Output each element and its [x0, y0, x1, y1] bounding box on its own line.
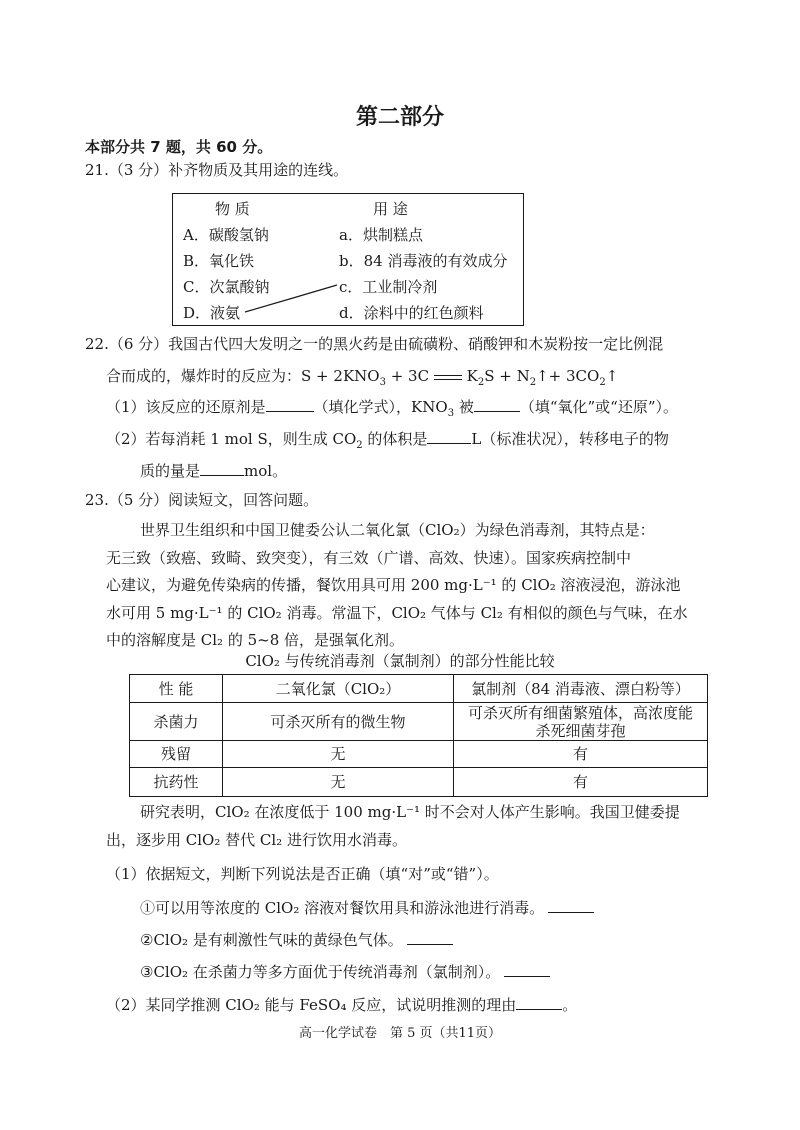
table-header-cell: 二氧化氯（ClO₂） [223, 675, 454, 703]
q22-part1: （1）该反应的还原剂是 （填化学式），$KNO_3$ 被 （填“氧化”或“还原”）。 [106, 398, 679, 419]
table-cell: 无 [223, 741, 454, 768]
q23-table-caption: ClO₂ 与传统消毒剂（氯制剂）的部分性能比较 [245, 652, 555, 670]
q23-para1-line4: 水可用 5 mg·L⁻¹ 的 ClO₂ 消毒。常温下，ClO₂ 气体与 Cl₂ 有相似的颜色与气味，在水 [106, 604, 688, 622]
section-intro: 本部分共 7 题，共 60 分。 [85, 138, 273, 156]
table-header-cell: 性 能 [130, 675, 223, 703]
q23-answer-blank-3[interactable] [504, 962, 550, 977]
q23-para1-line5: 中的溶解度是 Cl₂ 的 5~8 倍，是强氧化剂。 [106, 631, 405, 649]
q21-heading: 21.（3 分）补齐物质及其用途的连线。 [85, 161, 349, 179]
table-cell: 抗药性 [130, 768, 223, 797]
q21-use-c: c．工业制冷剂 [339, 278, 438, 296]
table-row [130, 768, 708, 797]
q21-substance-b: B．氧化铁 [183, 252, 255, 270]
table-cell: 有 [454, 741, 708, 768]
q23-heading: 23.（5 分）阅读短文，回答问题。 [85, 491, 319, 509]
table-cell: 有 [454, 768, 708, 797]
q23-statement-2: ②ClO₂ 是有刺激性气味的黄绿色气体。 [140, 930, 453, 950]
q21-connecting-line [173, 194, 523, 325]
q21-use-b: b．84 消毒液的有效成分 [339, 252, 508, 270]
q23-answer-blank-4[interactable] [516, 995, 562, 1010]
q21-use-d: d．涂料中的红色颜料 [339, 304, 484, 322]
table-header-cell: 氯制剂（84 消毒液、漂白粉等） [454, 675, 708, 703]
q22-equation-line [106, 366, 618, 386]
q21-matching-box [172, 193, 524, 326]
table-cell: 可杀灭所有细菌繁殖体，高浓度能 杀死细菌芽孢 [454, 703, 708, 741]
q22-heading: 22.（6 分）我国古代四大发明之一的黑火药是由硫磺粉、硝酸钾和木炭粉按一定比例混 [85, 335, 664, 353]
q23-para1-line1: 世界卫生组织和中国卫健委公认二氧化氯（ClO₂）为绿色消毒剂，其特点是： [140, 521, 655, 539]
table-cell: 杀菌力 [130, 703, 223, 741]
section-title: 第二部分 [355, 105, 444, 130]
q22-equation-intro: 合而成的，爆炸时的反应为： [106, 367, 302, 385]
q22-equation: $S + 2KNO_3 + 3C$ $K_2S$ + $N_2↑+$ $3CO_2↑$ [301, 367, 619, 388]
q21-use-a: a．烘制糕点 [339, 226, 423, 244]
q22-answer-blank-2[interactable] [474, 397, 520, 412]
q23-comparison-table [129, 674, 708, 797]
table-row [130, 741, 708, 768]
q23-sub2: （2）某同学推测 ClO₂ 能与 FeSO₄ 反应，试说明推测的理由 。 [106, 996, 578, 1014]
q22-answer-blank-3[interactable] [427, 429, 471, 444]
q23-para2-line1: 研究表明，ClO₂ 在浓度低于 100 mg·L⁻¹ 时不会对人体产生影响。我国卫健委提 [140, 803, 680, 821]
table-cell: 残留 [130, 741, 223, 768]
q21-substance-header: 物 质 [215, 200, 250, 218]
q22-answer-blank-1[interactable] [266, 397, 314, 412]
q21-use-header: 用 途 [373, 200, 408, 218]
q23-para1-line2: 无三致（致癌、致畸、致突变），有三效（广谱、高效、快速）。国家疾病控制中 [106, 549, 632, 567]
table-header-row [130, 675, 708, 703]
q23-answer-blank-1[interactable] [548, 898, 594, 913]
q23-para2-line2: 出，逐步用 ClO₂ 替代 Cl₂ 进行饮用水消毒。 [106, 831, 407, 849]
page-footer: 高一化学试卷 第 5 页（共11页） [298, 1026, 502, 1041]
table-cell: 无 [223, 768, 454, 797]
q22-part2-cont: 质的量是 mol。 [140, 462, 288, 480]
q21-substance-a: A．碳酸氢钠 [183, 226, 269, 244]
q21-substance-d: D．液氨 [183, 304, 241, 322]
q23-statement-3: ③ClO₂ 在杀菌力等多方面优于传统消毒剂（氯制剂）。 [140, 962, 550, 982]
q23-answer-blank-2[interactable] [407, 930, 453, 945]
q22-answer-blank-4[interactable] [200, 461, 244, 476]
table-row [130, 703, 708, 741]
q22-part2: （2）若每消耗 1 mol S，则生成 $CO_2$ 的体积是 L（标准状况），转移电子的物 [106, 430, 669, 451]
q21-substance-c: C．次氯酸钠 [183, 278, 270, 296]
q23-para1-line3: 心建议，为避免传染病的传播，餐饮用具可用 200 mg·L⁻¹ 的 ClO₂ 溶液浸泡，游泳池 [106, 576, 681, 594]
table-cell: 可杀灭所有的微生物 [223, 703, 454, 741]
q23-sub1: （1）依据短文，判断下列说法是否正确（填“对”或“错”）。 [106, 865, 499, 883]
q23-statement-1: ①可以用等浓度的 ClO₂ 溶液对餐饮用具和游泳池进行消毒。 [140, 898, 594, 918]
